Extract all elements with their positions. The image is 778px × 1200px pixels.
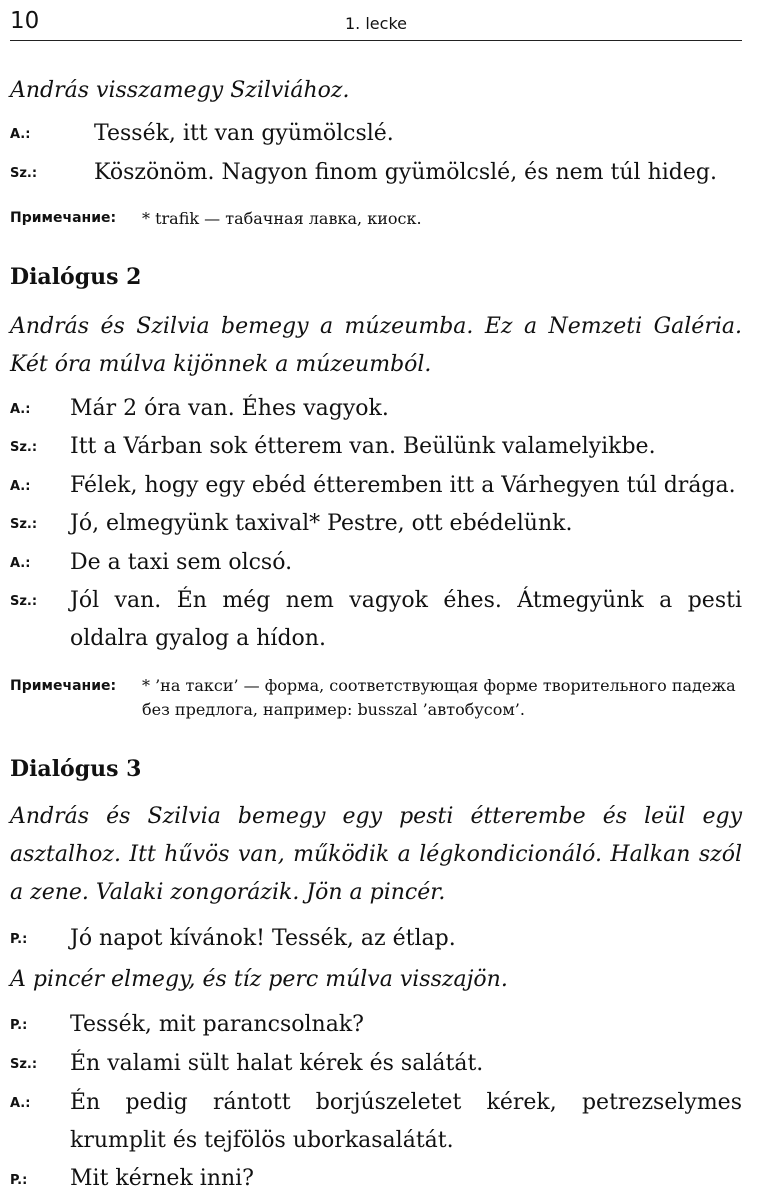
speaker-label: P.:: [10, 1018, 28, 1033]
note-text: * ’на такси’ — форма, соответствующая форме творительного падежа без предлога, например: busszal ’автобусом’.: [142, 676, 736, 719]
dialogue-line: Tessék, mit parancsolnak?: [70, 1012, 364, 1037]
speaker-label: P.:: [10, 932, 28, 947]
dialogue-line: Félek, hogy egy ebéd étteremben itt a Várhegyen túl drága.: [70, 473, 736, 498]
speaker-label: A.:: [10, 1096, 31, 1111]
dialogue-line: De a taxi sem olcsó.: [70, 550, 293, 575]
dialogue-line: Jó, elmegyünk taxival* Pestre, ott ebédelünk.: [70, 511, 573, 536]
speaker-label: Sz.:: [10, 440, 38, 455]
dialogue-3-narration: András és Szilvia bemegy egy pesti étterembe és leül egy asztalhoz. Itt hűvös van, működik a légkondicionáló. Halkan szól a zene. Valaki zongorázik. Jön a pincér.: [10, 804, 742, 905]
speaker-label: Sz.:: [10, 517, 38, 532]
note-label: Примечание:: [10, 678, 117, 694]
speaker-label: A.:: [10, 402, 31, 417]
speaker-label: A.:: [10, 479, 31, 494]
speaker-label: Sz.:: [10, 594, 38, 609]
dialogue-1-narration: András visszamegy Szilviához.: [10, 78, 350, 103]
page-header: [10, 6, 742, 41]
speaker-label: A.:: [10, 127, 31, 142]
section-heading: Dialógus 3: [10, 756, 142, 782]
note-text: * trafik — табачная лавка, киоск.: [142, 209, 422, 228]
dialogue-line: Jó napot kívánok! Tessék, az étlap.: [70, 926, 456, 951]
dialogue-line: Én pedig rántott borjúszeletet kérek, petrezselymes krumplit és tejfölös uborkasalátát.: [70, 1090, 742, 1153]
dialogue-line: Köszönöm. Nagyon finom gyümölcslé, és nem túl hideg.: [94, 160, 717, 185]
dialogue-line: Én valami sült halat kérek és salátát.: [70, 1051, 484, 1076]
speaker-label: Sz.:: [10, 166, 38, 181]
running-title: 1. lecke: [345, 14, 407, 33]
speaker-label: A.:: [10, 556, 31, 571]
speaker-label: Sz.:: [10, 1057, 38, 1072]
dialogue-line: Itt a Várban sok étterem van. Beülünk valamelyikbe.: [70, 434, 656, 459]
section-heading: Dialógus 2: [10, 264, 142, 290]
dialogue-line: Mit kérnek inni?: [70, 1166, 254, 1191]
dialogue-2-narration: András és Szilvia bemegy a múzeumba. Ez a Nemzeti Galéria. Két óra múlva kijönnek a múzeumból.: [10, 314, 742, 377]
dialogue-3-narration-2: A pincér elmegy, és tíz perc múlva visszajön.: [10, 967, 508, 992]
dialogue-line: Jól van. Én még nem vagyok éhes. Átmegyünk a pesti oldalra gyalog a hídon.: [70, 588, 742, 651]
dialogue-line: Már 2 óra van. Éhes vagyok.: [70, 396, 389, 421]
page-number: 10: [10, 8, 40, 34]
speaker-label: P.:: [10, 1173, 28, 1188]
dialogue-line: Tessék, itt van gyümölcslé.: [94, 121, 394, 146]
note-label: Примечание:: [10, 210, 117, 226]
